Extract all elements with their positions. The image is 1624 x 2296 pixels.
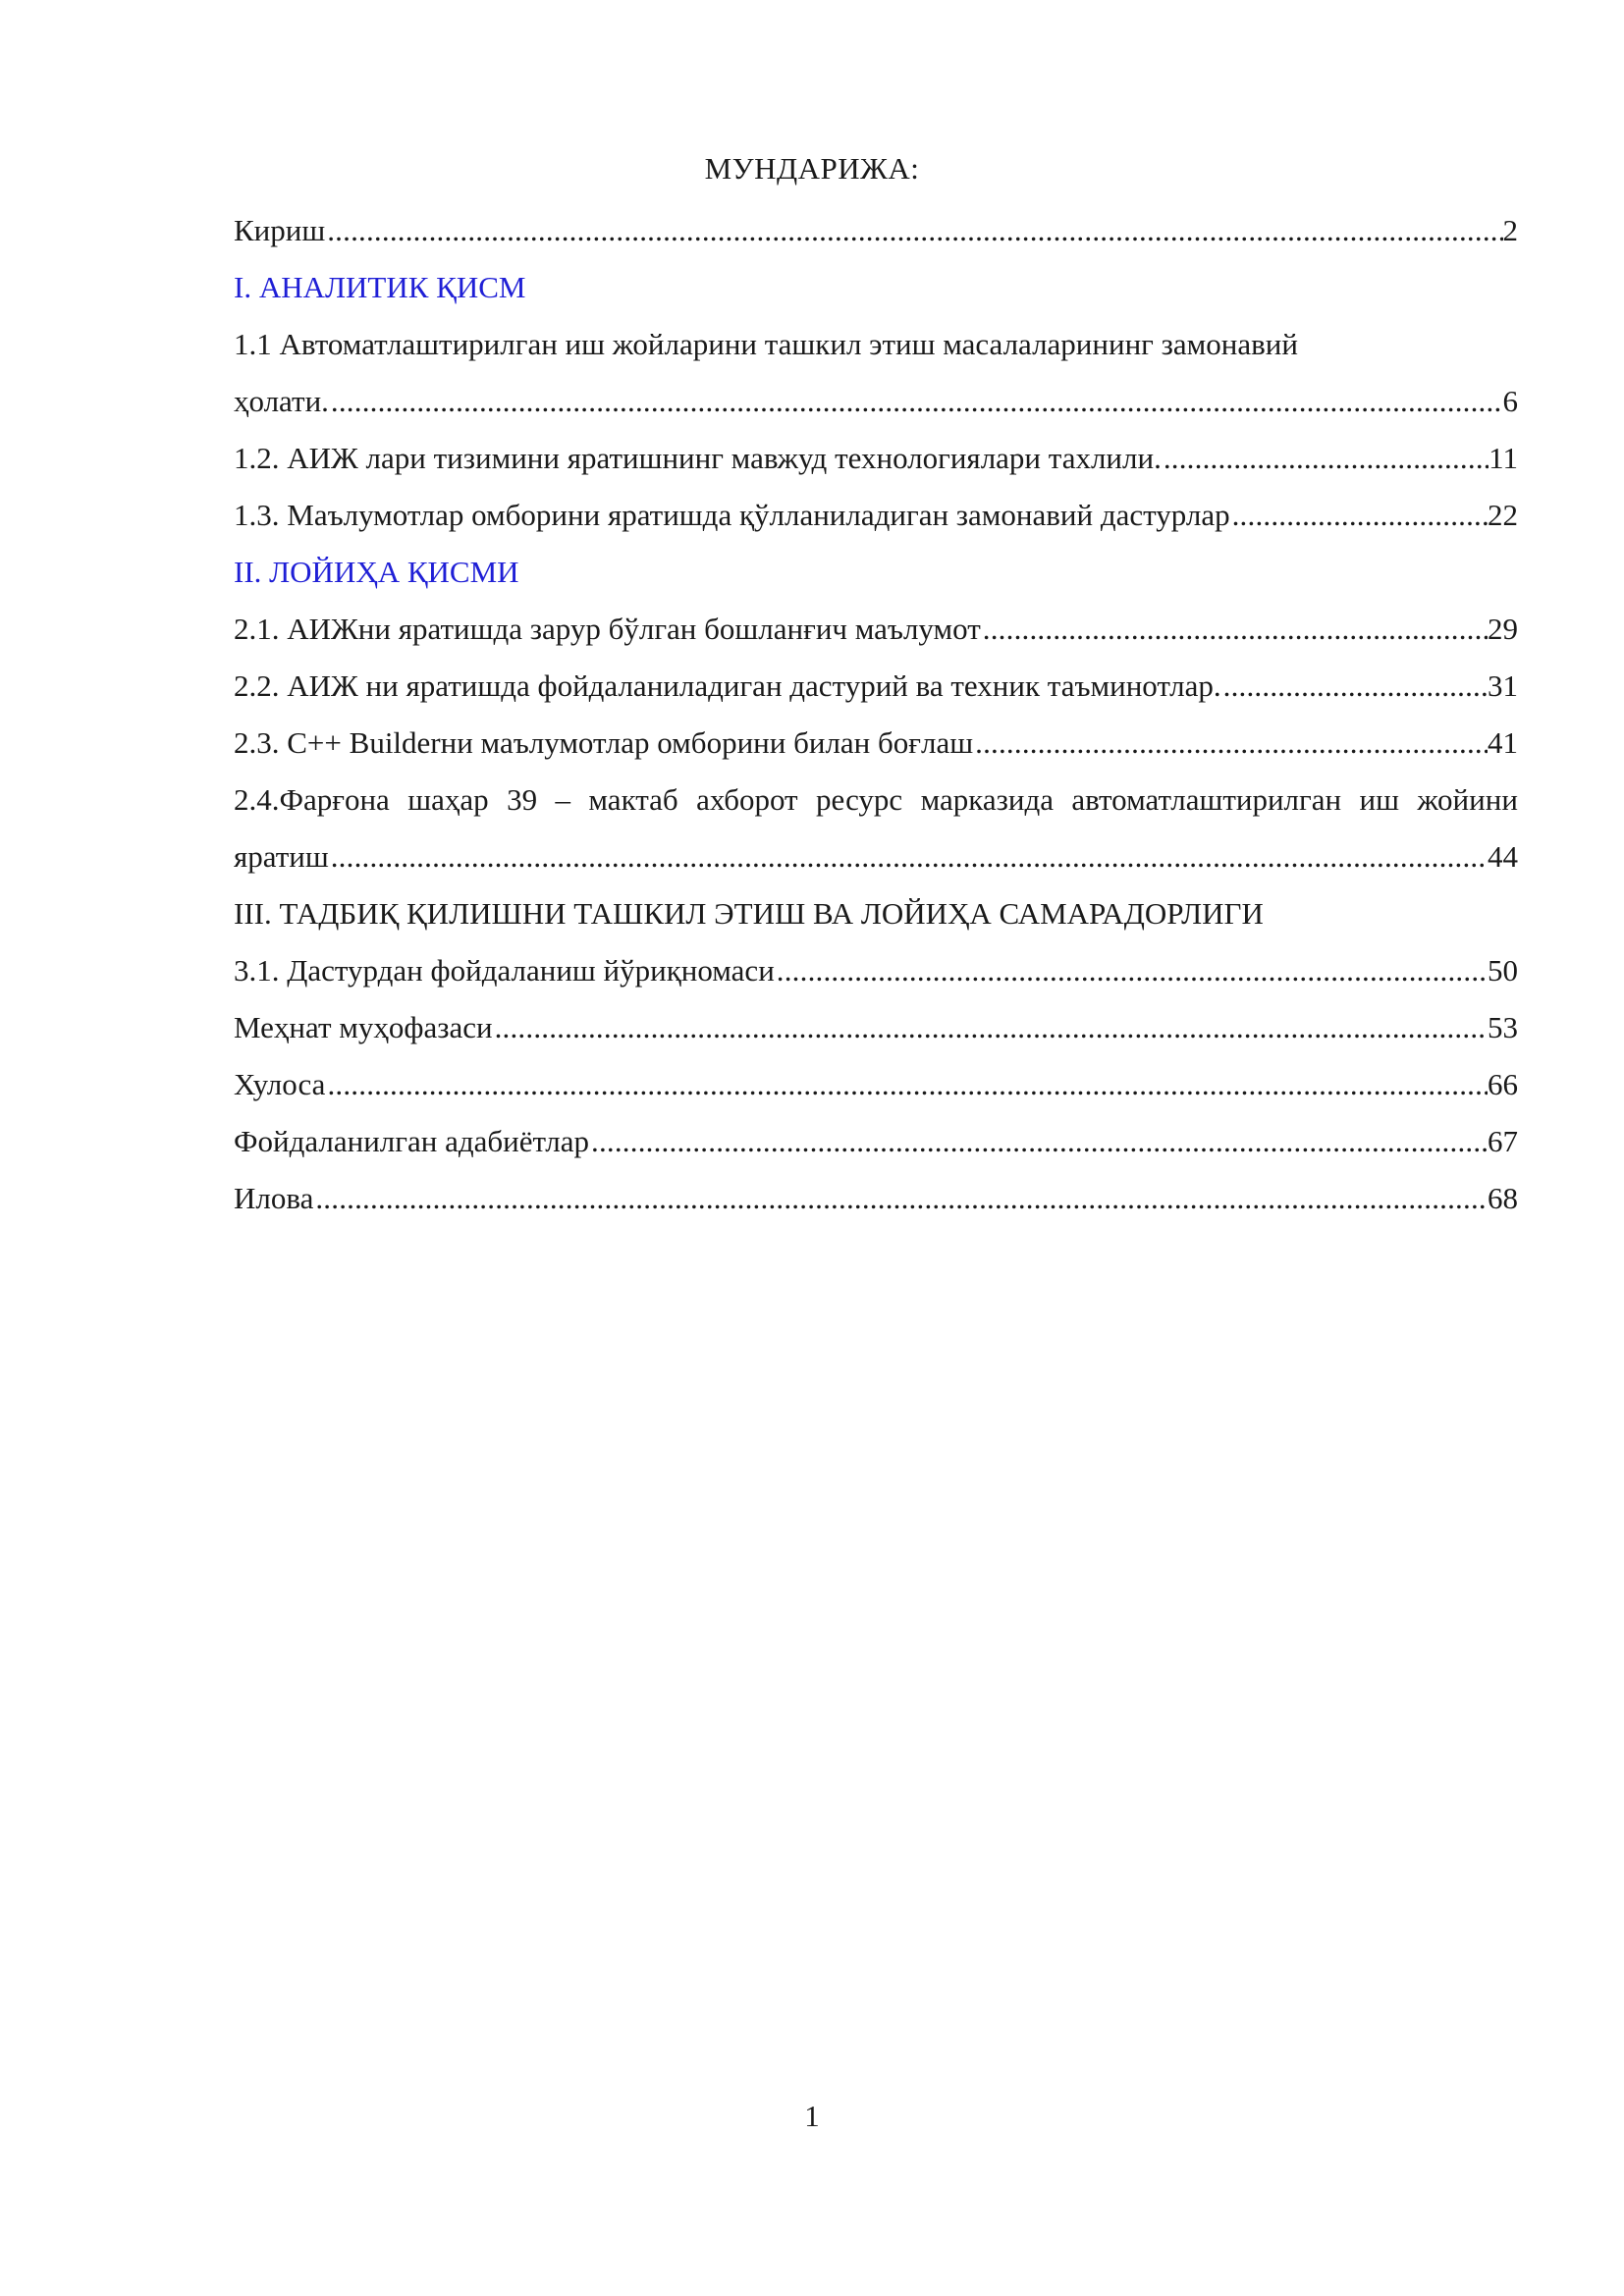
toc-entry-2-3[interactable] [234,715,1518,772]
toc-word: 39 [507,782,538,817]
toc-word: ахборот [696,782,798,817]
toc-word: 2.4.Фарғона [234,782,390,817]
toc-page-number: 50 [1488,953,1518,988]
dot-leader [589,1122,1488,1161]
toc-word: марказида [920,782,1054,817]
dot-leader [325,211,1502,250]
toc-entry-label: Илова [234,1181,314,1215]
toc-word: шаҳар [407,782,489,817]
dot-leader [1230,496,1488,535]
toc-entry-appendix[interactable] [234,1170,1518,1227]
toc-entry-2-4-line1[interactable] [234,772,1518,828]
toc-entry-label: Хулоса [234,1067,326,1101]
toc-entry-intro[interactable] [234,202,1518,259]
dot-leader [973,723,1488,763]
toc-entry-label: 1.2. АИЖ лари тизимини яратишнинг мавжуд технологиялари тахлили. [234,441,1162,475]
toc-section-heading-3[interactable] [234,885,1518,942]
toc-word: мактаб [588,782,678,817]
toc-word: иш [1359,782,1399,817]
toc-entry-conclusion[interactable] [234,1056,1518,1113]
dot-leader [1162,439,1489,478]
toc-page-number: 41 [1488,725,1518,760]
dot-leader [493,1008,1488,1047]
toc-page-number: 22 [1488,498,1518,532]
section-heading-label: II. ЛОЙИҲА ҚИСМИ [234,555,519,589]
toc-entry-1-2[interactable] [234,430,1518,487]
toc-entry-2-1[interactable] [234,601,1518,658]
table-of-contents [234,202,1518,1227]
page-number: 1 [804,2099,820,2133]
toc-section-heading-2[interactable] [234,544,1518,601]
toc-entry-3-1[interactable] [234,942,1518,999]
dot-leader [775,951,1488,990]
section-heading-label: III. ТАДБИҚ ҚИЛИШНИ ТАШКИЛ ЭТИШ ВА ЛОЙИҲА САМАРАДОРЛИГИ [234,896,1264,931]
toc-entry-label: 2.1. АИЖни яратишда зарур бўлган бошланғич маълумот [234,612,981,646]
dot-leader [1221,667,1488,706]
toc-entry-label: 2.2. АИЖ ни яратишда фойдаланиладиган дастурий ва техник таъминотлар. [234,668,1221,703]
toc-entry-2-2[interactable] [234,658,1518,715]
dot-leader [329,837,1488,877]
toc-section-heading-1[interactable] [234,259,1518,316]
toc-word: ресурс [816,782,903,817]
toc-entry-1-1-line1[interactable] [234,316,1518,373]
toc-page-number: 11 [1489,441,1518,475]
toc-entry-references[interactable] [234,1113,1518,1170]
toc-entry-label: Кириш [234,213,326,247]
toc-word: автоматлаштирилган [1071,782,1342,817]
toc-entry-label: ҳолати. [234,384,329,418]
dot-leader [313,1179,1488,1218]
dot-leader [981,610,1488,649]
toc-entry-label: 3.1. Дастурдан фойдаланиш йўриқномаси [234,953,775,988]
toc-page-number: 44 [1488,839,1518,874]
toc-entry-labor-protection[interactable] [234,999,1518,1056]
toc-page-number: 67 [1488,1124,1518,1158]
toc-page-number: 31 [1488,668,1518,703]
toc-entry-1-1-line2[interactable] [234,373,1518,430]
dot-leader [325,1065,1488,1104]
toc-entry-label: яратиш [234,839,329,874]
toc-entry-label: 2.3. С++ Builderни маълумотлар омборини билан боғлаш [234,725,974,760]
toc-word: жойини [1417,782,1518,817]
page-title: МУНДАРИЖА: [704,151,920,186]
section-heading-label: I. АНАЛИТИК ҚИСМ [234,270,526,304]
toc-entry-label: 1.1 Автоматлаштирилган иш жойларини ташкил этиш масалаларининг замонавий [234,327,1298,361]
toc-page-number: 2 [1502,213,1518,247]
toc-page-number: 66 [1488,1067,1518,1101]
toc-entry-label: Фойдаланилган адабиётлар [234,1124,589,1158]
toc-entry-2-4-line2[interactable] [234,828,1518,885]
toc-page-number: 53 [1488,1010,1518,1044]
dot-leader [329,382,1503,421]
toc-page-number: 68 [1488,1181,1518,1215]
toc-word: – [555,782,570,817]
toc-page-number: 6 [1502,384,1518,418]
toc-entry-label: Меҳнат муҳофазаси [234,1010,493,1044]
toc-page-number: 29 [1488,612,1518,646]
toc-entry-1-3[interactable] [234,487,1518,544]
toc-entry-label: 1.3. Маълумотлар омборини яратишда қўлланиладиган замонавий дастурлар [234,498,1230,532]
